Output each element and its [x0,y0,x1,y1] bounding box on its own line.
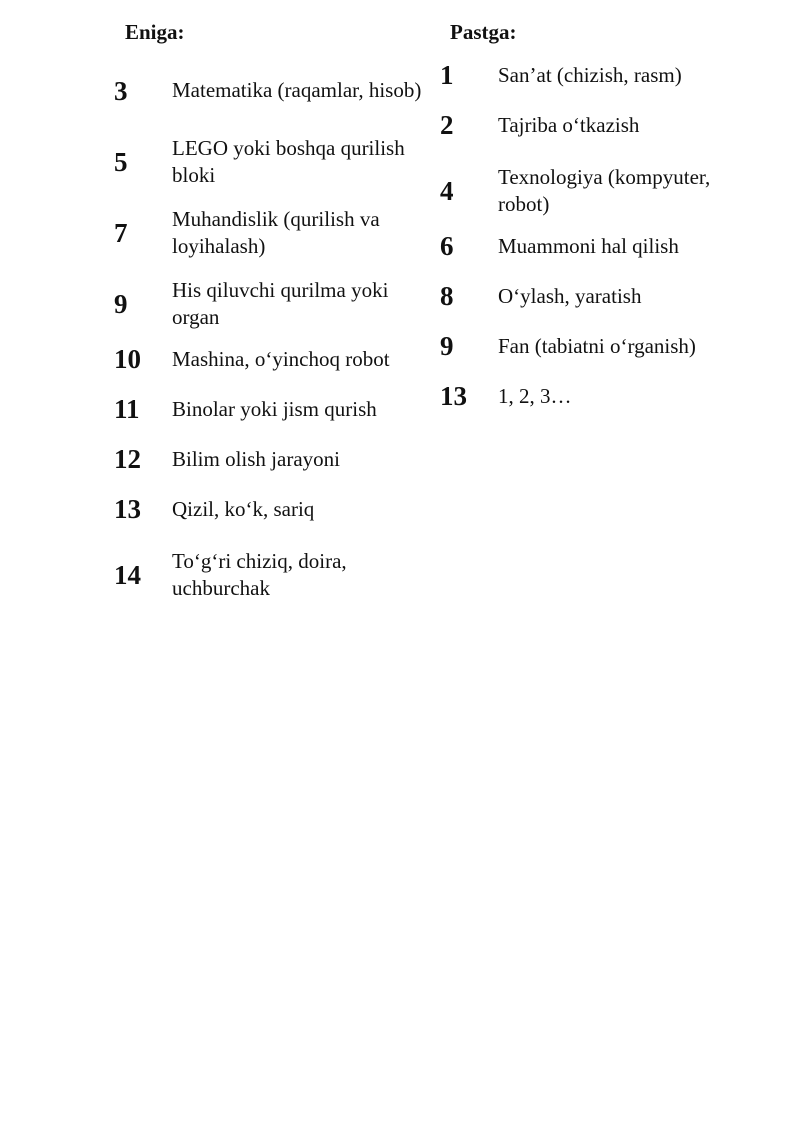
clue-number: 14 [114,559,141,590]
across-clue [114,60,434,121]
clue-number: 9 [440,331,454,361]
across-clue [114,344,434,374]
clue-text: Bilim olish jarayoni [172,446,340,471]
clue-text: Mashina, o‘yinchoq robot [172,346,390,371]
clue-text: Qizil, ko‘k, sariq [172,496,315,521]
across-clue [114,273,434,334]
clue-text: His qiluvchi qurilma yoki organ [172,277,389,329]
down-clue [440,281,760,311]
clue-text: Binolar yoki jism qurish [172,396,377,421]
clue-number: 13 [440,381,467,411]
clue-number: 2 [440,110,454,140]
clue-text: Muammoni hal qilish [498,233,679,258]
clue-number: 7 [114,217,128,248]
down-heading: Pastga: [450,20,517,44]
across-heading: Eniga: [125,20,185,44]
clue-number: 6 [440,231,454,261]
down-clue [440,231,760,261]
clue-number: 3 [114,75,128,106]
clue-number: 12 [114,444,141,474]
clue-text: Tajriba o‘tkazish [498,112,640,137]
clue-number: 11 [114,394,140,424]
clue-number: 13 [114,494,141,524]
clue-text: Muhandislik (qurilish va loyihalash) [172,206,380,258]
down-clue [440,331,760,361]
clue-text: Matematika (raqamlar, hisob) [172,78,422,102]
down-clue-list [440,60,760,431]
across-clue [114,494,434,524]
clue-number: 9 [114,288,128,319]
clue-text: Fan (tabiatni o‘rganish) [498,333,696,358]
clue-number: 8 [440,281,454,311]
clue-number: 10 [114,344,141,374]
across-clue [114,394,434,424]
across-clue-list [114,60,434,615]
clue-number: 5 [114,146,128,177]
across-clue [114,131,434,192]
clue-text: 1, 2, 3… [498,383,572,408]
across-clue [114,444,434,474]
across-clue [114,544,434,605]
clue-number: 1 [440,60,454,90]
down-clue [440,160,760,221]
clue-text: LEGO yoki boshqa qurilish bloki [172,135,405,187]
down-clue [440,381,760,411]
down-clue [440,110,760,140]
clue-text: O‘ylash, yaratish [498,283,642,308]
clue-text: Texnologiya (kompyuter, robot) [498,164,711,216]
clue-text: To‘g‘ri chiziq, doira, uchburchak [172,548,347,600]
clue-text: San’at (chizish, rasm) [498,62,682,87]
across-clue [114,202,434,263]
down-clue [440,60,760,90]
clue-number: 4 [440,175,454,206]
